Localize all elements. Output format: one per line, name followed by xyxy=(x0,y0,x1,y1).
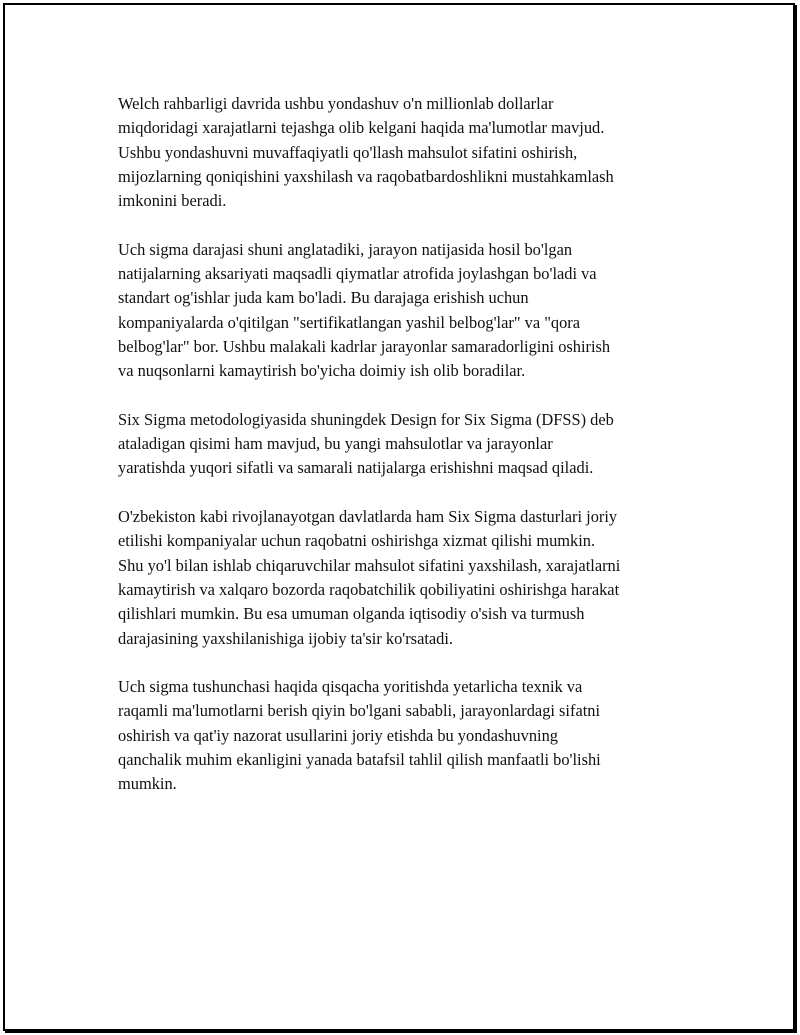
text-line: qanchalik muhim ekanligini yanada batafsil tahlil qilish manfaatli bo'lishi xyxy=(118,750,601,770)
text-line: miqdoridagi xarajatlarni tejashga olib kelgani haqida ma'lumotlar mavjud. xyxy=(118,118,605,138)
paragraph-1 xyxy=(118,92,698,213)
text-line: mumkin. xyxy=(118,774,177,794)
text-line: va nuqsonlarni kamaytirish bo'yicha doimiy ish olib boradilar. xyxy=(118,361,526,381)
text-line: Shu yo'l bilan ishlab chiqaruvchilar mahsulot sifatini yaxshilash, xarajatlarni xyxy=(118,555,621,575)
paragraph-3 xyxy=(118,408,698,481)
text-line: standart og'ishlar juda kam bo'ladi. Bu darajaga erishish uchun xyxy=(118,288,529,308)
paragraph-2 xyxy=(118,238,698,384)
text-line: raqamli ma'lumotlarni berish qiyin bo'lgani sababli, jarayonlardagi sifatni xyxy=(118,701,601,721)
text-line: mijozlarning qoniqishini yaxshilash va raqobatbardoshlikni mustahkamlash xyxy=(118,166,614,186)
text-line: kamaytirish va xalqaro bozorda raqobatchilik qobiliyatini oshirishga harakat xyxy=(118,579,620,599)
text-line: etilishi kompaniyalar uchun raqobatni oshirishga xizmat qilishi mumkin. xyxy=(118,531,596,551)
paragraph-5 xyxy=(118,675,698,796)
text-line: Ushbu yondashuvni muvaffaqiyatli qo'llash mahsulot sifatini oshirish, xyxy=(118,142,578,162)
text-line: ataladigan qisimi ham mavjud, bu yangi mahsulotlar va jarayonlar xyxy=(118,434,553,454)
text-line: natijalarning aksariyati maqsadli qiymatlar atrofida joylashgan bo'ladi va xyxy=(118,264,597,284)
text-line: Uch sigma tushunchasi haqida qisqacha yoritishda yetarlicha texnik va xyxy=(118,677,583,697)
text-line: Welch rahbarligi davrida ushbu yondashuv o'n millionlab dollarlar xyxy=(118,94,554,113)
text-line: Uch sigma darajasi shuni anglatadiki, jarayon natijasida hosil bo'lgan xyxy=(118,239,573,259)
text-line: Six Sigma metodologiyasida shuningdek Design for Six Sigma (DFSS) deb xyxy=(118,409,614,429)
text-line: yaratishda yuqori sifatli va samarali natijalarga erishishni maqsad qiladi. xyxy=(118,458,594,478)
text-line: qilishlari mumkin. Bu esa umuman olganda iqtisodiy o'sish va turmush xyxy=(118,604,585,624)
text-line: darajasining yaxshilanishiga ijobiy ta'sir ko'rsatadi. xyxy=(118,628,454,648)
document-body xyxy=(118,92,698,821)
paragraph-4 xyxy=(118,505,698,651)
text-line: oshirish va qat'iy nazorat usullarini joriy etishda bu yondashuvning xyxy=(118,725,558,745)
text-line: belbog'lar" bor. Ushbu malakali kadrlar jarayonlar samaradorligini oshirish xyxy=(118,336,611,356)
text-line: kompaniyalarda o'qitilgan "sertifikatlangan yashil belbog'lar" va "qora xyxy=(118,312,581,332)
text-line: imkonini beradi. xyxy=(118,191,227,211)
text-line: O'zbekiston kabi rivojlanayotgan davlatlarda ham Six Sigma dasturlari joriy xyxy=(118,507,618,527)
